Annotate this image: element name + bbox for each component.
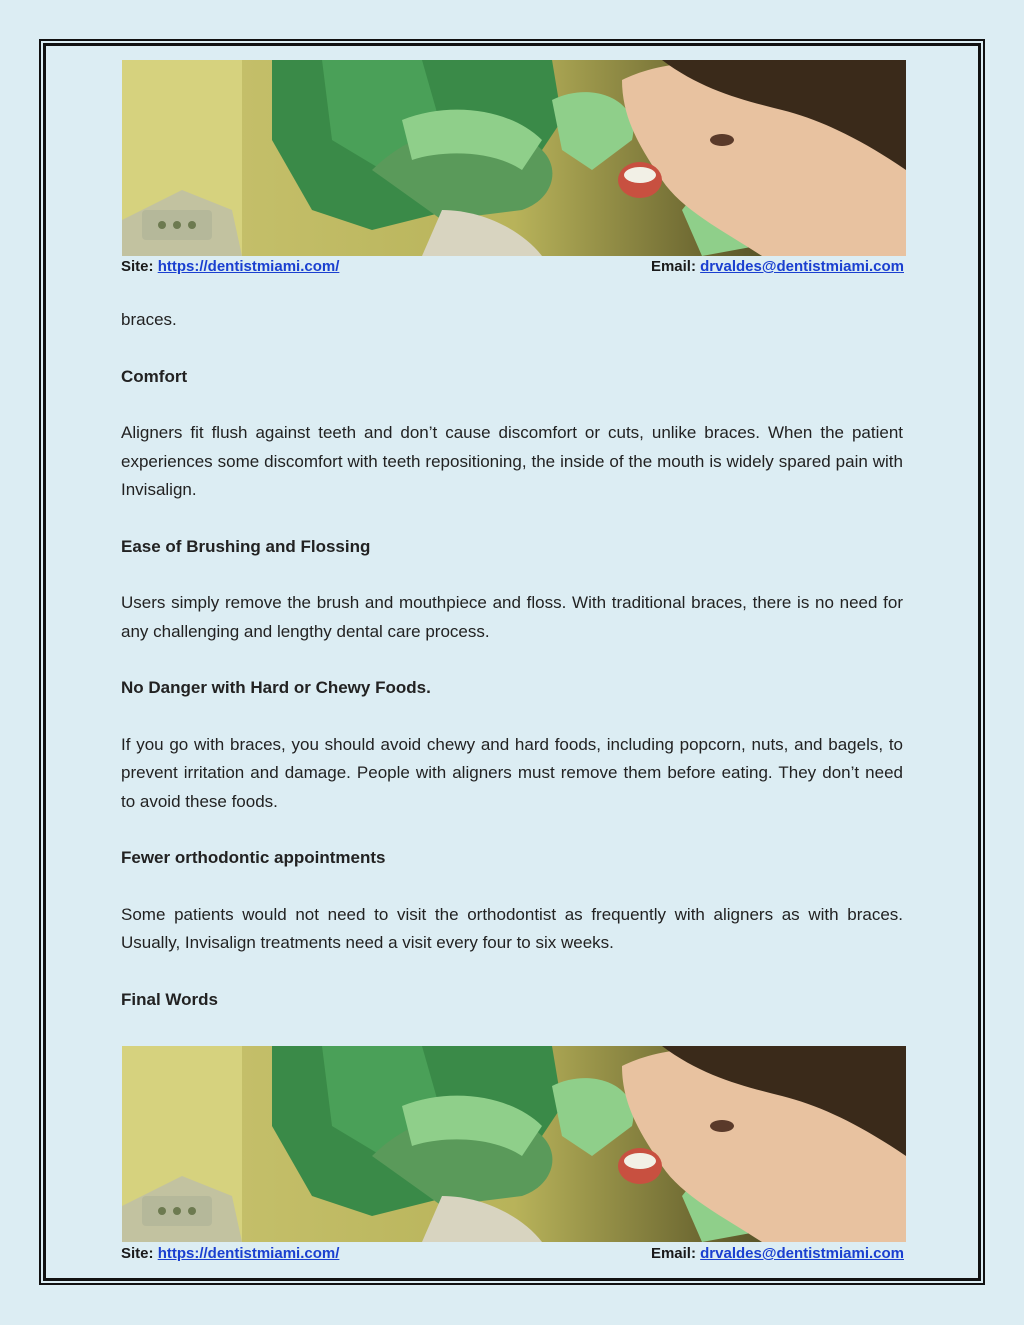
footer-site-link[interactable]: https://dentistmiami.com/ (157, 1245, 340, 1262)
footer-contact-row (121, 1245, 904, 1267)
header-email-label: Email: (650, 258, 696, 275)
section-heading-appointments: Fewer orthodontic appointments (121, 848, 386, 867)
dental-banner-image-bottom (122, 1046, 906, 1242)
dental-banner-image-top (122, 60, 906, 256)
section-body-comfort: Aligners fit flush against teeth and don’t cause discomfort or cuts, unlike braces. When the patient experiences some discomfort with teeth repositioning, the inside of the mouth is widely spared pain with Invisalign. (121, 423, 903, 499)
header-email-link[interactable]: drvaldes@dentistmiami.com (700, 258, 904, 275)
header-site-label: Site: (121, 258, 154, 275)
section-heading-brushing: Ease of Brushing and Flossing (121, 536, 371, 556)
header-site-link[interactable]: https://dentistmiami.com/ (157, 258, 340, 275)
footer-site (121, 1245, 339, 1262)
section-heading-hard-foods: No Danger with Hard or Chewy Foods. (121, 678, 431, 697)
header-email (651, 258, 904, 275)
footer-site-label: Site: (121, 1245, 154, 1262)
section-heading-comfort: Comfort (121, 366, 188, 386)
section-body-appointments: Some patients would not need to visit the orthodontist as frequently with aligners as with braces. Usually, Invisalign treatments need a visit every four to six weeks. (121, 904, 903, 952)
section-body-hard-foods: If you go with braces, you should avoid chewy and hard foods, including popcorn, nuts, and bagels, to prevent irritation and damage. People with aligners must remove them before eating. They don’t need to avoid these foods. (121, 734, 903, 811)
section-body-brushing: Users simply remove the brush and mouthpiece and floss. With traditional braces, there is no need for any challenging and lengthy dental care process. (121, 593, 903, 641)
footer-email-label: Email: (650, 1245, 696, 1262)
closing-heading: Final Words (121, 989, 218, 1009)
intro-fragment: braces. (121, 310, 177, 329)
header-contact-row (121, 258, 904, 280)
footer-email-link[interactable]: drvaldes@dentistmiami.com (700, 1245, 904, 1262)
article-body (121, 306, 903, 1042)
header-site (121, 258, 339, 275)
footer-email (651, 1245, 904, 1262)
